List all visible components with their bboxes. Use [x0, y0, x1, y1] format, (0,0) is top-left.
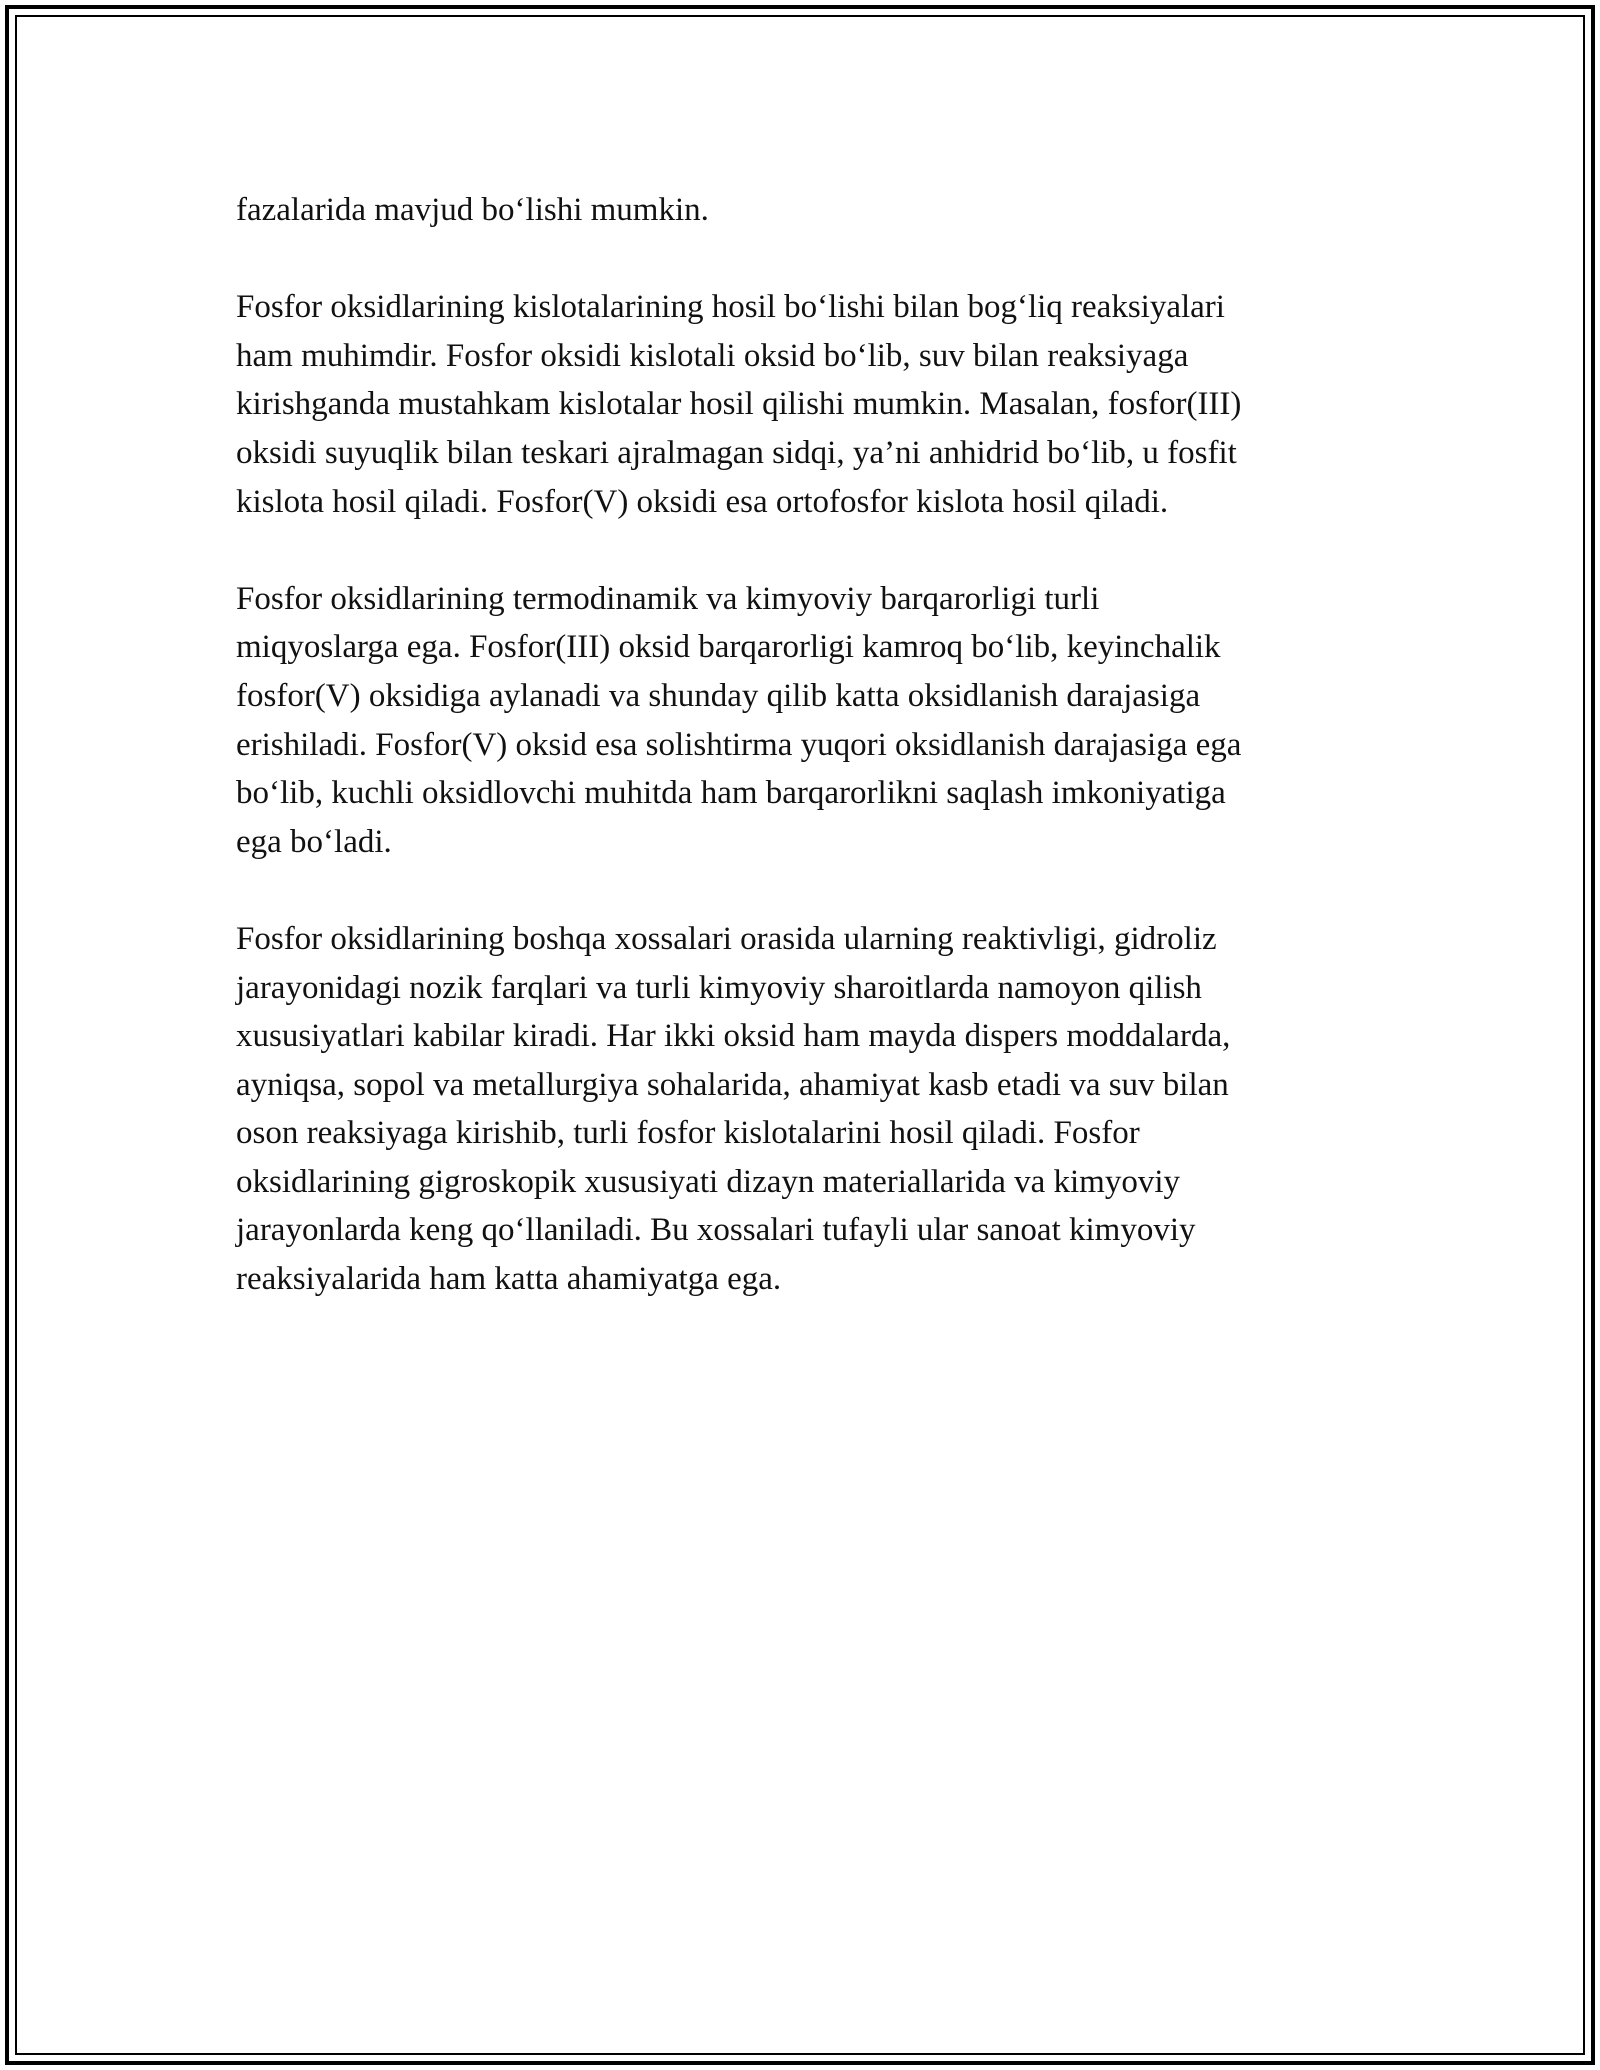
- document-body: [236, 186, 1366, 1352]
- paragraph-acid-reactions: Fosfor oksidlarining kislotalarining hosil bo‘lishi bilan bog‘liq reaksiyalari ham muhimdir. Fosfor oksidi kislotali oksid bo‘lib, suv bilan reaksiyaga kirishganda mustahkam kislotalar hosil qilishi mumkin. Masalan, fosfor(III) oksidi suyuqlik bilan teskari ajralmagan sidqi, ya’ni anhidrid bo‘lib, u fosfit kislota hosil qiladi. Fosfor(V) oksidi esa ortofosfor kislota hosil qiladi.: [236, 289, 1242, 520]
- paragraph-stability: Fosfor oksidlarining termodinamik va kimyoviy barqarorligi turli miqyoslarga ega. Fosfor(III) oksid barqarorligi kamroq bo‘lib, keyinchalik fosfor(V) oksidiga aylanadi va shunday qilib katta oksidlanish darajasiga erishiladi. Fosfor(V) oksid esa solishtirma yuqori oksidlanish darajasiga ega bo‘lib, kuchli oksidlovchi muhitda ham barqarorlikni saqlash imkoniyatiga ega bo‘ladi.: [236, 580, 1242, 860]
- paragraph-other-properties: Fosfor oksidlarining boshqa xossalari orasida ularning reaktivligi, gidroliz jarayonidagi nozik farqlari va turli kimyoviy sharoitlarda namoyon qilish xususiyatlari kabilar kiradi. Har ikki oksid ham mayda dispers moddalarda, ayniqsa, sopol va metallurgiya sohalarida, ahamiyat kasb etadi va suv bilan oson reaksiyaga kirishib, turli fosfor kislotalarini hosil qiladi. Fosfor oksidlarining gigroskopik xususiyati dizayn materiallarida va kimyoviy jarayonlarda keng qo‘llaniladi. Bu xossalari tufayli ular sanoat kimyoviy reaksiyalarida ham katta ahamiyatga ega.: [236, 920, 1231, 1298]
- paragraph-continuation: fazalarida mavjud bo‘lishi mumkin.: [236, 192, 709, 228]
